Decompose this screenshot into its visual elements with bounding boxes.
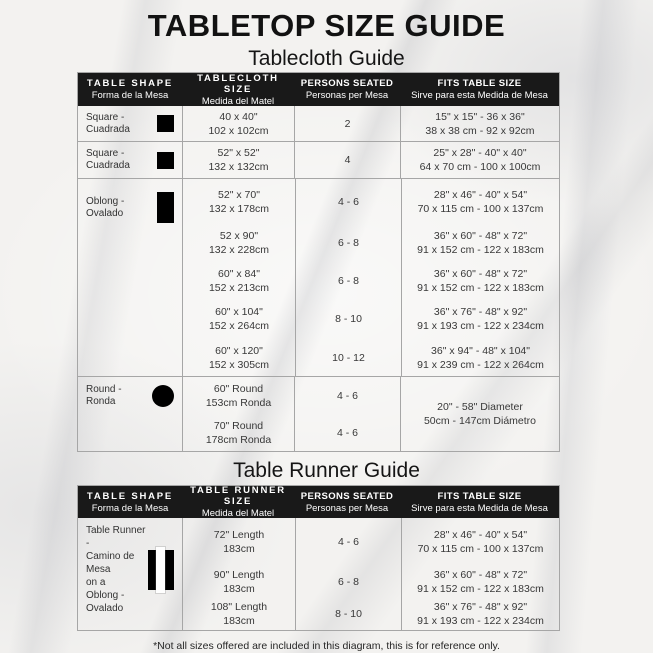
seats-cell: 4 - 6	[295, 518, 401, 566]
fits-cell: 15" x 15" - 36 x 36" 38 x 38 cm - 92 x 92cm	[400, 106, 559, 141]
size-cell: 90" Length 183cm	[213, 569, 265, 595]
size-cell: 40 x 40" 102 x 102cm	[182, 106, 294, 141]
fits-cell-merged: 20" - 58" Diameter 50cm - 147cm Diámetro	[400, 377, 559, 451]
column-header-fits-table-size: FITS TABLE SIZE Sirve para esta Medida de Mesa	[411, 78, 548, 101]
size-cell: 60" Round 153cm Ronda	[205, 382, 272, 409]
table-row	[183, 338, 559, 377]
table-row	[78, 141, 559, 178]
table-row	[78, 106, 559, 141]
seats-cell: 8 - 10	[295, 598, 401, 630]
table-runner-table	[77, 485, 560, 631]
column-header-persons-seated: PERSONS SEATED Personas per Mesa	[300, 490, 394, 514]
table-section-round	[78, 376, 559, 451]
shape-label: Table Runner - Camino de Mesa on a Oblong - Ovalado	[86, 525, 146, 614]
fits-cell: 36" x 60" - 48" x 72" 91 x 152 cm - 122 x 183cm	[401, 224, 559, 262]
seats-cell: 4 - 6	[336, 426, 358, 439]
seats-cell: 2	[294, 106, 400, 141]
seats-cell: 6 - 8	[295, 224, 401, 262]
size-cell: 70" Round 178cm Ronda	[205, 419, 272, 446]
table-row	[183, 262, 559, 300]
fits-cell: 36" x 94" - 48" x 104" 91 x 239 cm - 122 x 264cm	[401, 338, 559, 377]
fits-cell: 36" x 76" - 48" x 92" 91 x 193 cm - 122 x 234cm	[401, 300, 559, 338]
seats-cell: 8 - 10	[295, 300, 401, 338]
square-shape-icon	[157, 152, 174, 169]
page-title: TABLETOP SIZE GUIDE	[147, 8, 506, 43]
shape-cell	[78, 106, 182, 141]
size-cell: 60" x 120" 152 x 305cm	[208, 344, 270, 371]
column-header-tablecloth-size: TABLECLOTH SIZE Medida del Matel	[197, 72, 279, 107]
shape-cell	[78, 518, 182, 630]
runner-stripe	[156, 547, 165, 593]
fits-cell: 28" x 46" - 40" x 54" 70 x 115 cm - 100 x 137cm	[401, 179, 559, 224]
fits-cell: 28" x 46" - 40" x 54" 70 x 115 cm - 100 x 137cm	[401, 518, 559, 566]
column-header-table-runner-size: TABLE RUNNER SIZE Medida del Matel	[190, 485, 286, 519]
seats-cell: 4 - 6	[336, 389, 358, 402]
table-row	[183, 566, 559, 598]
circle-shape-icon	[152, 385, 174, 407]
oblong-size-rows	[182, 179, 559, 376]
column-header-fits-table-size: FITS TABLE SIZE Sirve para esta Medida de Mesa	[411, 490, 548, 514]
size-cell: 52" x 70" 132 x 178cm	[208, 188, 270, 215]
table-section-oblong	[78, 178, 559, 376]
table-row	[183, 179, 559, 224]
oblong-shape-icon	[157, 192, 174, 223]
round-size-rows	[182, 377, 559, 451]
table-row	[183, 224, 559, 262]
shape-label: Round - Ronda	[86, 384, 122, 407]
table-row	[183, 518, 559, 566]
column-header-table-shape: TABLE SHAPE Forma de la Mesa	[86, 490, 174, 514]
tablecloth-table	[77, 72, 560, 452]
table-runner-icon	[148, 547, 174, 593]
fits-cell: 36" x 60" - 48" x 72" 91 x 152 cm - 122 x 183cm	[401, 262, 559, 300]
shape-label: Square - Cuadrada	[86, 148, 130, 171]
size-cell: 108" Length 183cm	[210, 601, 268, 627]
table-row	[183, 598, 559, 630]
column-header-persons-seated: PERSONS SEATED Personas per Mesa	[300, 78, 394, 101]
fits-cell: 36" x 76" - 48" x 92" 91 x 193 cm - 122 x 234cm	[401, 598, 559, 630]
footnote: *Not all sizes offered are included in this diagram, this is for reference only.	[153, 640, 500, 652]
fits-cell: 25" x 28" - 40" x 40" 64 x 70 cm - 100 x 100cm	[400, 142, 559, 178]
size-cell: 52" x 52" 132 x 132cm	[182, 142, 294, 178]
column-header-table-shape: TABLE SHAPE Forma de la Mesa	[86, 78, 174, 101]
table-row	[183, 300, 559, 338]
size-cell: 72" Length 183cm	[213, 529, 265, 555]
table-runner-header-row	[78, 486, 559, 518]
section-title-tablecloth: Tablecloth Guide	[248, 47, 405, 70]
tablecloth-header-row	[78, 73, 559, 106]
fits-cell: 36" x 60" - 48" x 72" 91 x 152 cm - 122 x 183cm	[401, 566, 559, 598]
seats-cell: 6 - 8	[295, 262, 401, 300]
shape-cell	[78, 179, 182, 376]
section-title-table-runner: Table Runner Guide	[233, 459, 420, 482]
shape-label: Square - Cuadrada	[86, 111, 130, 135]
seats-cell: 10 - 12	[295, 338, 401, 377]
size-cell: 60" x 104" 152 x 264cm	[208, 306, 270, 332]
shape-cell	[78, 142, 182, 178]
table-section-runner	[78, 518, 559, 630]
shape-cell	[78, 377, 182, 451]
shape-label: Oblong - Ovalado	[86, 195, 125, 219]
square-shape-icon	[157, 115, 174, 132]
seats-cell: 4 - 6	[295, 179, 401, 224]
seats-cell: 4	[294, 142, 400, 178]
size-cell: 52 x 90" 132 x 228cm	[208, 230, 270, 256]
seats-cell: 6 - 8	[295, 566, 401, 598]
runner-size-rows	[182, 518, 559, 630]
size-cell: 60" x 84" 152 x 213cm	[208, 268, 270, 294]
